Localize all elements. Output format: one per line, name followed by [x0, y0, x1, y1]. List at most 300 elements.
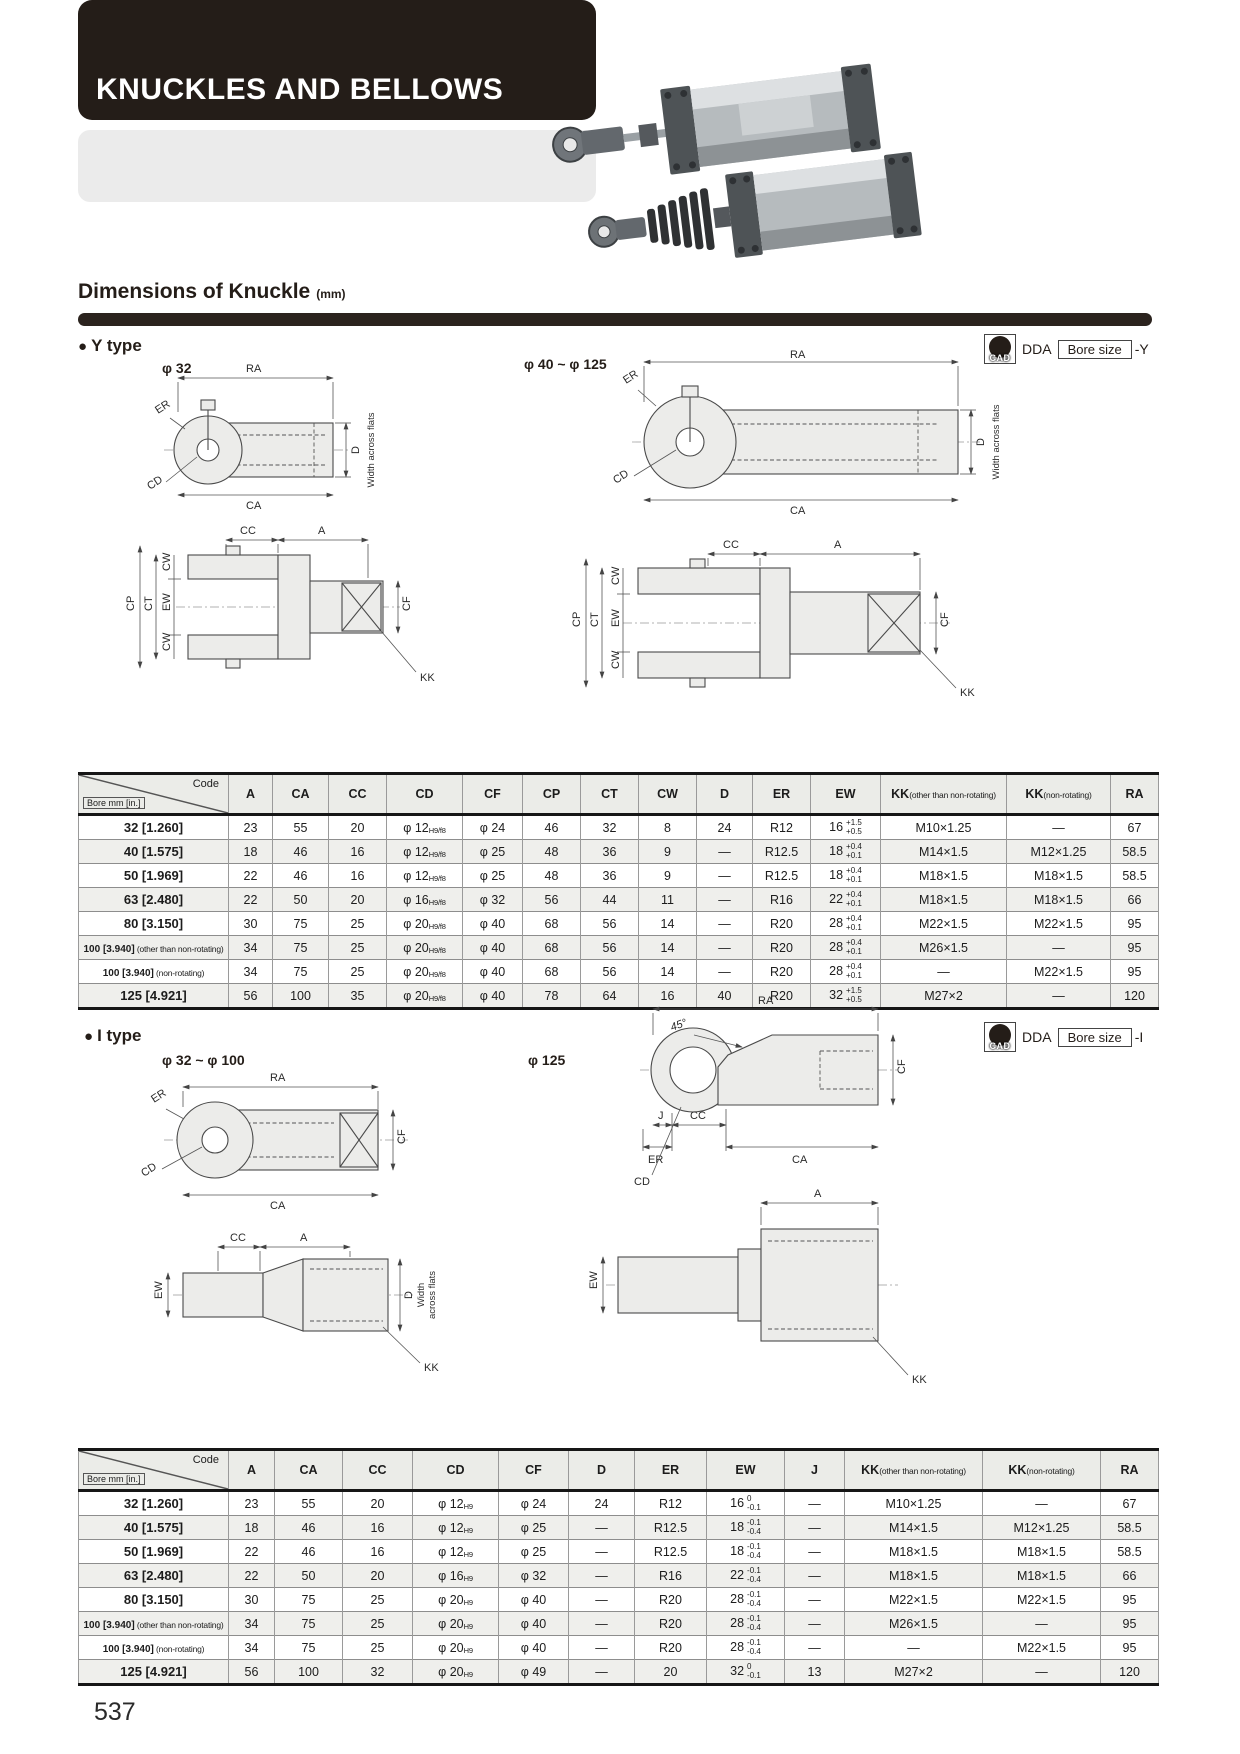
- dim-label-a: A: [318, 525, 326, 537]
- dimension-value-cell: R20: [753, 936, 811, 960]
- bore-size-label: 50 [1.969]: [79, 1540, 229, 1564]
- bore-size-label: 40 [1.575]: [79, 1516, 229, 1540]
- bore-size-label: 50 [1.969]: [79, 864, 229, 888]
- dimension-value-cell: 66: [1101, 1564, 1159, 1588]
- table-row: [79, 1636, 1159, 1660]
- dimension-value-cell: φ 40: [463, 936, 523, 960]
- dimension-value-cell: 11: [639, 888, 697, 912]
- dimension-value-cell: —: [785, 1540, 845, 1564]
- dimension-value-cell: 28 -0.1 -0.4: [707, 1636, 785, 1660]
- dda-model-label: DDA: [1022, 341, 1052, 357]
- dimension-value-cell: 22: [229, 888, 273, 912]
- bore-size-box: Bore size: [1058, 1028, 1132, 1047]
- bore-size-label: 100 [3.940] (other than non-rotating): [79, 1612, 229, 1636]
- dimension-value-cell: M18×1.5: [881, 864, 1007, 888]
- dim-label-kk: KK: [420, 672, 435, 684]
- bore-size-label: 40 [1.575]: [79, 840, 229, 864]
- dimension-value-cell: φ 24: [463, 815, 523, 840]
- dimension-value-cell: 95: [1101, 1612, 1159, 1636]
- dim-label-cc: CC: [240, 525, 256, 537]
- dimension-value-cell: φ 32: [463, 888, 523, 912]
- table-row: [79, 1540, 1159, 1564]
- dimension-value-cell: 30: [229, 912, 273, 936]
- dimension-value-cell: 20: [343, 1491, 413, 1516]
- column-header: ER: [753, 774, 811, 815]
- dimension-value-cell: 46: [523, 815, 581, 840]
- dim-label-cf: CF: [396, 1129, 408, 1144]
- column-header: CF: [463, 774, 523, 815]
- column-header: J: [785, 1450, 845, 1491]
- dimension-value-cell: φ 40: [499, 1588, 569, 1612]
- dimension-value-cell: 22: [229, 1540, 275, 1564]
- dimension-value-cell: 64: [581, 984, 639, 1009]
- dimension-value-cell: 67: [1111, 815, 1159, 840]
- i-type-heading-text: I type: [97, 1026, 142, 1045]
- dimension-value-cell: 68: [523, 936, 581, 960]
- dimension-value-cell: R16: [635, 1564, 707, 1588]
- dim-label-cp: CP: [125, 595, 137, 611]
- dimension-value-cell: M18×1.5: [845, 1564, 983, 1588]
- dda-model-label: DDA: [1022, 1029, 1052, 1045]
- table-row: [79, 1612, 1159, 1636]
- dimension-value-cell: M18×1.5: [983, 1564, 1101, 1588]
- column-header: A: [229, 774, 273, 815]
- dimension-value-cell: 20: [635, 1660, 707, 1685]
- table-row: [79, 936, 1159, 960]
- dim-label-45deg: 45°: [668, 1016, 689, 1034]
- dimension-value-cell: M22×1.5: [881, 912, 1007, 936]
- dimension-value-cell: M27×2: [845, 1660, 983, 1685]
- dimension-value-cell: 34: [229, 1636, 275, 1660]
- table-row: [79, 1660, 1159, 1685]
- dimension-value-cell: 68: [523, 912, 581, 936]
- dim-label-cc: CC: [690, 1110, 706, 1122]
- dimension-value-cell: 56: [523, 888, 581, 912]
- dimension-value-cell: 75: [275, 1588, 343, 1612]
- dimension-value-cell: R12.5: [753, 840, 811, 864]
- y-phi-small-label: φ 32: [162, 360, 192, 376]
- dim-label-kk: KK: [424, 1362, 439, 1374]
- dimension-value-cell: 120: [1101, 1660, 1159, 1685]
- dimension-value-cell: M18×1.5: [845, 1540, 983, 1564]
- corner-bore-label: Bore mm [in.]: [83, 1473, 145, 1485]
- table-row: [79, 888, 1159, 912]
- dimension-value-cell: —: [697, 864, 753, 888]
- i125-top-view: [634, 995, 908, 1188]
- dimension-value-cell: 75: [275, 1636, 343, 1660]
- dim-label-ca: CA: [246, 500, 262, 512]
- dimension-value-cell: —: [845, 1636, 983, 1660]
- table-row: [79, 1491, 1159, 1516]
- dimension-value-cell: φ 12H9: [413, 1491, 499, 1516]
- dimension-value-cell: —: [697, 936, 753, 960]
- dimension-value-cell: 14: [639, 960, 697, 984]
- dimension-value-cell: —: [983, 1491, 1101, 1516]
- dimension-value-cell: 55: [275, 1491, 343, 1516]
- dimension-value-cell: 18 -0.1 -0.4: [707, 1516, 785, 1540]
- dimension-value-cell: 56: [229, 984, 273, 1009]
- dimension-value-cell: 28 +0.4 +0.1: [811, 912, 881, 936]
- dimension-value-cell: 58.5: [1101, 1516, 1159, 1540]
- dimension-value-cell: φ 20H9: [413, 1612, 499, 1636]
- dimension-value-cell: 35: [329, 984, 387, 1009]
- dimension-value-cell: 67: [1101, 1491, 1159, 1516]
- dimension-value-cell: R12.5: [635, 1540, 707, 1564]
- dimension-value-cell: 20: [329, 815, 387, 840]
- column-header: CC: [343, 1450, 413, 1491]
- i-type-table: [78, 1448, 1159, 1686]
- dim-label-ew: EW: [610, 609, 622, 627]
- dim-label-cf: CF: [896, 1059, 908, 1074]
- dim-label-j: J: [658, 1110, 664, 1122]
- dimension-value-cell: 16: [343, 1540, 413, 1564]
- table-corner-cell: [79, 774, 229, 815]
- dimension-value-cell: 78: [523, 984, 581, 1009]
- dimension-value-cell: 25: [329, 912, 387, 936]
- corner-code-label: Code: [192, 1454, 219, 1466]
- dimension-value-cell: M26×1.5: [845, 1612, 983, 1636]
- dimension-value-cell: 23: [229, 1491, 275, 1516]
- dim-label-cc: CC: [723, 539, 739, 551]
- dimension-value-cell: M26×1.5: [881, 936, 1007, 960]
- i-type-drawings: [78, 995, 1158, 1443]
- dimension-value-cell: φ 40: [499, 1612, 569, 1636]
- column-header: CP: [523, 774, 581, 815]
- dim-label-ew: EW: [153, 1281, 165, 1299]
- column-header: CF: [499, 1450, 569, 1491]
- y-type-drawings: [78, 350, 1158, 702]
- dim-label-cd: CD: [139, 1160, 159, 1180]
- dimension-value-cell: φ 40: [463, 984, 523, 1009]
- dimension-value-cell: M27×2: [881, 984, 1007, 1009]
- dim-label-er: ER: [149, 1087, 169, 1106]
- bullet-icon: ●: [78, 338, 88, 355]
- dimension-value-cell: 32 +1.5 +0.5: [811, 984, 881, 1009]
- dim-label-ew: EW: [588, 1271, 600, 1289]
- dimension-value-cell: 95: [1101, 1636, 1159, 1660]
- dimension-value-cell: 34: [229, 936, 273, 960]
- i32-100-rod-view: [153, 1232, 439, 1374]
- table-row: [79, 1588, 1159, 1612]
- dimension-value-cell: φ 12H9/f8: [387, 815, 463, 840]
- dimension-value-cell: 50: [273, 888, 329, 912]
- y32-top-view: [145, 363, 377, 512]
- dimension-value-cell: R20: [753, 960, 811, 984]
- dim-label-width-across-flats: Width across flats: [991, 404, 1002, 480]
- dimension-value-cell: M12×1.25: [983, 1516, 1101, 1540]
- dimension-value-cell: R20: [635, 1636, 707, 1660]
- dimension-value-cell: 24: [697, 815, 753, 840]
- dimension-value-cell: —: [569, 1540, 635, 1564]
- dimension-value-cell: 58.5: [1111, 840, 1159, 864]
- dimension-value-cell: 75: [273, 960, 329, 984]
- dimension-value-cell: 14: [639, 936, 697, 960]
- dim-label-cw: CW: [161, 552, 173, 571]
- dimension-value-cell: 55: [273, 815, 329, 840]
- dimension-value-cell: —: [785, 1612, 845, 1636]
- column-header: D: [569, 1450, 635, 1491]
- dimension-value-cell: 30: [229, 1588, 275, 1612]
- dim-label-cp: CP: [571, 611, 583, 627]
- dimension-value-cell: 75: [273, 936, 329, 960]
- dimension-value-cell: 9: [639, 864, 697, 888]
- dimension-value-cell: M10×1.25: [881, 815, 1007, 840]
- dim-label-ew: EW: [161, 593, 173, 611]
- dimension-value-cell: 95: [1111, 936, 1159, 960]
- y32-fork-view: [125, 525, 435, 684]
- dimension-value-cell: —: [697, 912, 753, 936]
- dimension-value-cell: M22×1.5: [983, 1636, 1101, 1660]
- dimension-value-cell: 28 -0.1 -0.4: [707, 1588, 785, 1612]
- corner-bore-label: Bore mm [in.]: [83, 797, 145, 809]
- dimension-value-cell: 48: [523, 864, 581, 888]
- product-photos: [540, 22, 1106, 258]
- dimension-value-cell: 20: [329, 888, 387, 912]
- column-header: KK(other than non-rotating): [881, 774, 1007, 815]
- dimension-value-cell: —: [569, 1612, 635, 1636]
- dimension-value-cell: φ 25: [499, 1540, 569, 1564]
- dimension-value-cell: 32: [343, 1660, 413, 1685]
- dimension-value-cell: φ 25: [463, 840, 523, 864]
- bore-size-label: 125 [4.921]: [79, 984, 229, 1009]
- y-type-heading-text: Y type: [91, 336, 142, 355]
- dim-label-er: ER: [648, 1154, 664, 1166]
- dimension-value-cell: —: [697, 960, 753, 984]
- dimension-value-cell: φ 20H9: [413, 1636, 499, 1660]
- dim-label-ra: RA: [270, 1072, 286, 1084]
- section-divider-bar: [78, 313, 1152, 326]
- bore-size-label: 63 [2.480]: [79, 888, 229, 912]
- dimension-value-cell: —: [569, 1588, 635, 1612]
- section-unit: (mm): [316, 287, 346, 301]
- column-header: ER: [635, 1450, 707, 1491]
- dimension-value-cell: —: [569, 1516, 635, 1540]
- table-row: [79, 1516, 1159, 1540]
- dimension-value-cell: φ 24: [499, 1491, 569, 1516]
- dimension-value-cell: —: [697, 888, 753, 912]
- dim-label-cd: CD: [611, 467, 631, 487]
- dimension-value-cell: —: [785, 1564, 845, 1588]
- dimension-value-cell: φ 49: [499, 1660, 569, 1685]
- product-photo-cylinder-2: [584, 152, 922, 258]
- dimension-value-cell: 22: [229, 1564, 275, 1588]
- banner-subbar: [78, 130, 596, 202]
- section-title-text: Dimensions of Knuckle: [78, 280, 311, 303]
- dimension-value-cell: 50: [275, 1564, 343, 1588]
- dimension-value-cell: φ 20H9/f8: [387, 912, 463, 936]
- column-header: A: [229, 1450, 275, 1491]
- dimension-value-cell: 18 -0.1 -0.4: [707, 1540, 785, 1564]
- dimension-value-cell: 25: [343, 1612, 413, 1636]
- dimension-value-cell: 22 +0.4 +0.1: [811, 888, 881, 912]
- i125-rod-view: [588, 1188, 927, 1386]
- dim-label-cw: CW: [610, 566, 622, 585]
- dimension-value-cell: —: [1007, 815, 1111, 840]
- dimension-value-cell: M14×1.5: [881, 840, 1007, 864]
- dimension-value-cell: —: [983, 1612, 1101, 1636]
- page-number: 537: [94, 1698, 136, 1726]
- y-phi-large-label: φ 40 ~ φ 125: [524, 356, 607, 372]
- dimension-value-cell: 56: [581, 936, 639, 960]
- dim-label-ct: CT: [589, 612, 601, 627]
- dimension-value-cell: —: [785, 1588, 845, 1612]
- dimension-value-cell: —: [881, 960, 1007, 984]
- dimension-value-cell: 25: [329, 960, 387, 984]
- dimension-value-cell: 28 +0.4 +0.1: [811, 960, 881, 984]
- dimension-value-cell: φ 25: [463, 864, 523, 888]
- dim-label-cw: CW: [161, 632, 173, 651]
- dimension-value-cell: φ 40: [499, 1636, 569, 1660]
- column-header: CC: [329, 774, 387, 815]
- dimension-value-cell: 16: [639, 984, 697, 1009]
- dimension-value-cell: 18 +0.4 +0.1: [811, 840, 881, 864]
- dim-label-cw: CW: [610, 650, 622, 669]
- column-header: CD: [387, 774, 463, 815]
- dim-label-width: Width: [416, 1282, 427, 1308]
- dim-label-d: D: [403, 1291, 415, 1299]
- column-header: EW: [811, 774, 881, 815]
- dim-label-ca: CA: [270, 1200, 286, 1212]
- table-row: [79, 864, 1159, 888]
- y-type-table: [78, 772, 1159, 1010]
- dimension-value-cell: R20: [753, 984, 811, 1009]
- page-title: KNUCKLES AND BELLOWS: [96, 73, 504, 106]
- dim-label-er: ER: [621, 368, 641, 387]
- dimension-value-cell: 32: [581, 815, 639, 840]
- dimension-value-cell: 16: [329, 864, 387, 888]
- dimension-value-cell: 16: [329, 840, 387, 864]
- dimension-value-cell: 14: [639, 912, 697, 936]
- dim-label-a: A: [834, 539, 842, 551]
- dimension-value-cell: R16: [753, 888, 811, 912]
- dimension-value-cell: 48: [523, 840, 581, 864]
- dimension-value-cell: —: [785, 1516, 845, 1540]
- column-header: EW: [707, 1450, 785, 1491]
- dimension-value-cell: 46: [273, 864, 329, 888]
- dimension-value-cell: 8: [639, 815, 697, 840]
- dimension-value-cell: M22×1.5: [1007, 912, 1111, 936]
- column-header: KK(non-rotating): [983, 1450, 1101, 1491]
- dimension-value-cell: 46: [275, 1516, 343, 1540]
- dimension-value-cell: φ 20H9: [413, 1588, 499, 1612]
- dimension-value-cell: φ 40: [463, 960, 523, 984]
- dim-label-ca: CA: [792, 1154, 808, 1166]
- dimension-value-cell: —: [983, 1660, 1101, 1685]
- dimension-value-cell: 100: [273, 984, 329, 1009]
- column-header: KK(non-rotating): [1007, 774, 1111, 815]
- bore-size-label: 63 [2.480]: [79, 1564, 229, 1588]
- bore-size-label: 80 [3.150]: [79, 912, 229, 936]
- dimension-value-cell: —: [569, 1636, 635, 1660]
- dimension-value-cell: M18×1.5: [983, 1540, 1101, 1564]
- page-banner: [78, 0, 596, 120]
- dimension-value-cell: 95: [1111, 960, 1159, 984]
- dimension-value-cell: φ 12H9: [413, 1540, 499, 1564]
- dim-label-kk: KK: [960, 687, 975, 699]
- dimension-value-cell: —: [1007, 936, 1111, 960]
- dimension-value-cell: 18: [229, 840, 273, 864]
- cad-icon-label: CAD: [989, 353, 1011, 363]
- dimension-value-cell: —: [697, 840, 753, 864]
- dim-label-cf: CF: [401, 596, 413, 611]
- dimension-value-cell: 23: [229, 815, 273, 840]
- dimension-value-cell: R12: [753, 815, 811, 840]
- dimension-value-cell: M22×1.5: [1007, 960, 1111, 984]
- dimension-value-cell: 100: [275, 1660, 343, 1685]
- dim-label-ra: RA: [758, 995, 774, 1007]
- y-suffix-label: -Y: [1134, 341, 1149, 357]
- dimension-value-cell: —: [1007, 984, 1111, 1009]
- dim-label-cd: CD: [634, 1176, 650, 1188]
- dimension-value-cell: —: [569, 1660, 635, 1685]
- dimension-value-cell: 46: [275, 1540, 343, 1564]
- dimension-value-cell: —: [785, 1491, 845, 1516]
- dimension-value-cell: φ 12H9/f8: [387, 864, 463, 888]
- corner-code-label: Code: [192, 778, 219, 790]
- dimension-value-cell: 34: [229, 960, 273, 984]
- dimension-value-cell: 56: [581, 912, 639, 936]
- column-header: RA: [1101, 1450, 1159, 1491]
- dimension-value-cell: M22×1.5: [845, 1588, 983, 1612]
- dimension-value-cell: 18 +0.4 +0.1: [811, 864, 881, 888]
- dim-label-er: ER: [153, 398, 173, 417]
- table-row: [79, 840, 1159, 864]
- dim-label-d: D: [975, 438, 987, 446]
- dimension-value-cell: 95: [1101, 1588, 1159, 1612]
- dim-label-ct: CT: [143, 596, 155, 611]
- dimension-value-cell: 16: [343, 1516, 413, 1540]
- dimension-value-cell: φ 12H9/f8: [387, 840, 463, 864]
- dimension-value-cell: R20: [635, 1612, 707, 1636]
- y40-125-top-view: [611, 350, 1002, 517]
- dimension-value-cell: φ 12H9: [413, 1516, 499, 1540]
- dim-label-cc: CC: [230, 1232, 246, 1244]
- dimension-value-cell: 22: [229, 864, 273, 888]
- dimension-value-cell: 18: [229, 1516, 275, 1540]
- dimension-value-cell: 13: [785, 1660, 845, 1685]
- bore-size-label: 125 [4.921]: [79, 1660, 229, 1685]
- dimension-value-cell: —: [569, 1564, 635, 1588]
- dimension-value-cell: R20: [635, 1588, 707, 1612]
- dimension-value-cell: 36: [581, 840, 639, 864]
- bore-size-label: 32 [1.260]: [79, 1491, 229, 1516]
- dimension-value-cell: 36: [581, 864, 639, 888]
- column-header: CW: [639, 774, 697, 815]
- dimension-value-cell: φ 32: [499, 1564, 569, 1588]
- dimension-value-cell: 120: [1111, 984, 1159, 1009]
- dimension-value-cell: φ 16H9/f8: [387, 888, 463, 912]
- dim-label-a: A: [300, 1232, 308, 1244]
- dimension-value-cell: 16 +1.5 +0.5: [811, 815, 881, 840]
- dimension-value-cell: φ 25: [499, 1516, 569, 1540]
- column-header: KK(other than non-rotating): [845, 1450, 983, 1491]
- bore-size-label: 80 [3.150]: [79, 1588, 229, 1612]
- cad-icon-label: CAD: [989, 1041, 1011, 1051]
- column-header: CA: [273, 774, 329, 815]
- dimension-value-cell: 75: [273, 912, 329, 936]
- bore-size-label: 100 [3.940] (non-rotating): [79, 1636, 229, 1660]
- column-header: CT: [581, 774, 639, 815]
- dimension-value-cell: M18×1.5: [1007, 888, 1111, 912]
- bullet-icon: ●: [84, 1028, 94, 1045]
- dimension-value-cell: φ 20H9: [413, 1660, 499, 1685]
- dimension-value-cell: 58.5: [1101, 1540, 1159, 1564]
- table-row: [79, 815, 1159, 840]
- column-header: CA: [275, 1450, 343, 1491]
- i-suffix-label: -I: [1134, 1029, 1144, 1045]
- dimension-value-cell: —: [785, 1636, 845, 1660]
- dim-label-ra: RA: [246, 363, 262, 375]
